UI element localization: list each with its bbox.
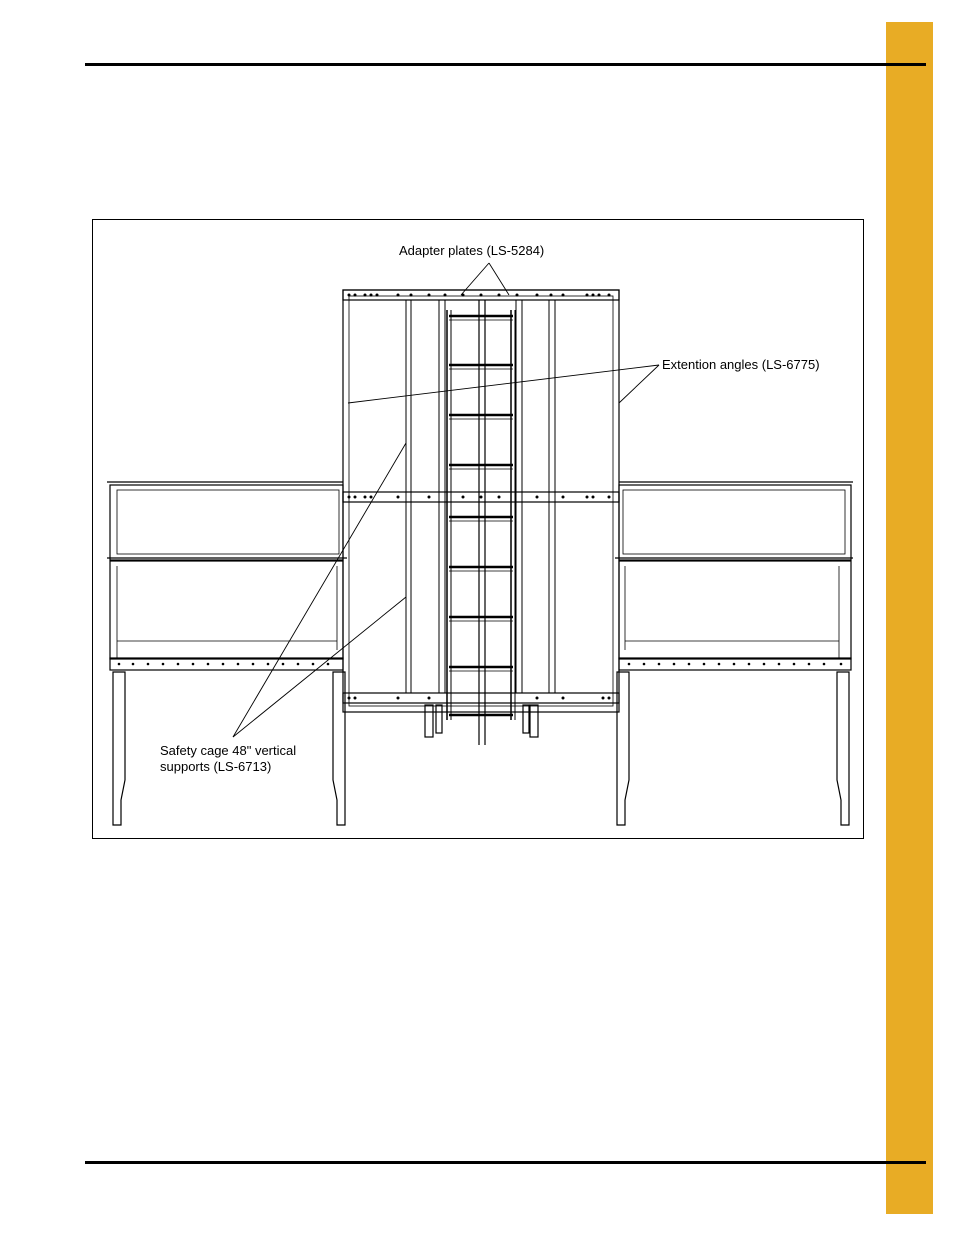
- header-rule: [85, 63, 926, 66]
- bolt-holes: [118, 294, 843, 700]
- safety-cage-callout: Safety cage 48" vertical supports (LS-6713): [160, 743, 297, 774]
- adapter-plates-callout: Adapter plates (LS-5284): [399, 243, 545, 258]
- leader-lines: [233, 263, 659, 737]
- right-platform: [615, 482, 853, 825]
- extension-angles-callout: Extention angles (LS-6775): [662, 357, 820, 372]
- ladder: [425, 300, 538, 745]
- chapter-tab: [886, 22, 933, 1214]
- footer-rule: [85, 1161, 926, 1164]
- bottom-frame-bar: [343, 693, 619, 703]
- assembly-figure: [92, 219, 864, 839]
- tower-frame: [343, 290, 619, 712]
